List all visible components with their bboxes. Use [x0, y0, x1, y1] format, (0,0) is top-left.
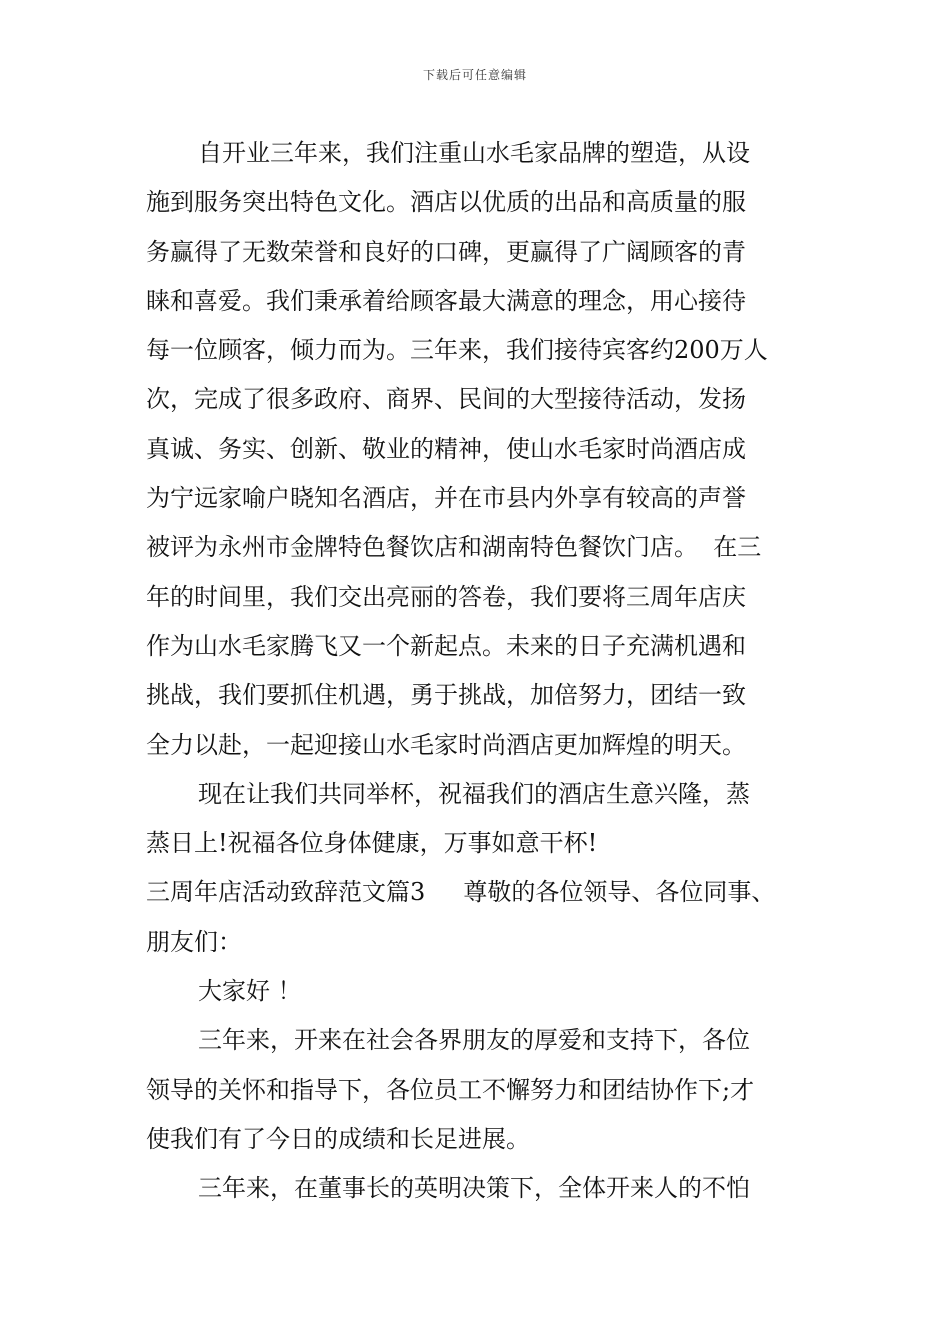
text-line: 朋友们：	[146, 927, 242, 956]
section-heading-line: 三周年店活动致辞范文篇3 尊敬的各位领导、各位同事、	[146, 878, 776, 907]
text-line: 蒸日上!祝福各位身体健康，万事如意干杯!	[146, 829, 598, 858]
text-line: 三年来，开来在社会各界朋友的厚爱和支持下，各位	[198, 1026, 750, 1055]
text-line: 务赢得了无数荣誉和良好的口碑，更赢得了广阔顾客的青	[146, 237, 746, 266]
text-line: 次，完成了很多政府、商界、民间的大型接待活动，发扬	[146, 385, 746, 414]
text-line: 施到服务突出特色文化。酒店以优质的出品和高质量的服	[146, 188, 746, 217]
page-header: 下载后可任意编辑	[422, 68, 527, 82]
text-line: 领导的关怀和指导下，各位员工不懈努力和团结协作下;才	[146, 1075, 755, 1104]
greeting-line: 大家好 ！	[198, 977, 302, 1006]
text-line: 睐和喜爱。我们秉承着给顾客最大满意的理念，用心接待	[146, 286, 746, 315]
text-line: 年的时间里，我们交出亮丽的答卷，我们要将三周年店庆	[146, 582, 746, 611]
text-line: 作为山水毛家腾飞又一个新起点。未来的日子充满机遇和	[146, 631, 746, 660]
text-line: 现在让我们共同举杯，祝福我们的酒店生意兴隆，蒸	[198, 779, 750, 808]
text-line: 挑战，我们要抓住机遇，勇于挑战，加倍努力，团结一致	[146, 681, 746, 710]
text-line: 每一位顾客，倾力而为。三年来，我们接待宾客约200万人	[146, 336, 768, 365]
document-body	[146, 129, 826, 1214]
text-line: 为宁远家喻户晓知名酒店，并在市县内外享有较高的声誉	[146, 484, 746, 513]
text-line: 三年来，在董事长的英明决策下，全体开来人的不怕	[198, 1174, 750, 1203]
text-line: 自开业三年来，我们注重山水毛家品牌的塑造，从设	[198, 139, 750, 167]
text-line: 真诚、务实、创新、敬业的精神，使山水毛家时尚酒店成	[146, 434, 746, 463]
text-line: 全力以赴，一起迎接山水毛家时尚酒店更加辉煌的明天。	[146, 730, 746, 759]
text-line: 使我们有了今日的成绩和长足进展。	[146, 1124, 530, 1153]
text-line: 被评为永州市金牌特色餐饮店和湖南特色餐饮门店。 在三	[146, 533, 762, 562]
